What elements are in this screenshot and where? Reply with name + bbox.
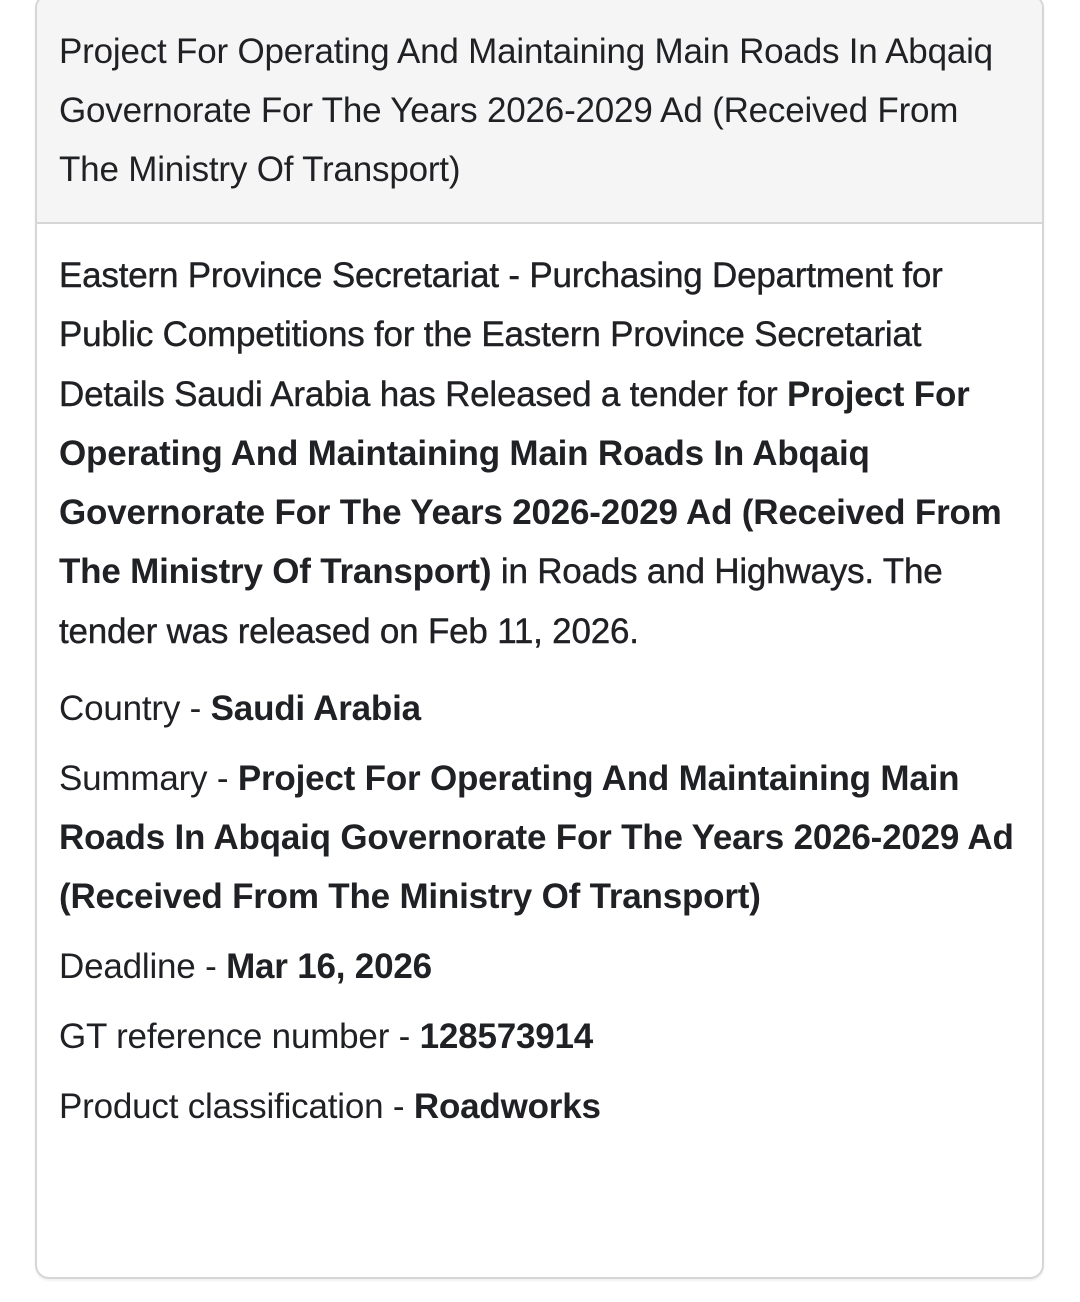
reference-number-field: [59, 1007, 1020, 1066]
product-classification-label: Product classification -: [59, 1087, 414, 1127]
product-classification-value: Roadworks: [413, 1087, 601, 1127]
country-value: Saudi Arabia: [210, 689, 421, 729]
tender-card: [35, 0, 1044, 1279]
summary-field: [59, 749, 1020, 926]
summary-value: Project For Operating And Maintaining Main Roads In Abqaiq Governorate For The Years 2026-2029 Ad (Received From The Ministry Of Transport): [59, 759, 1014, 917]
deadline-label: Deadline -: [59, 947, 227, 987]
tender-title: Project For Operating And Maintaining Main Roads In Abqaiq Governorate For The Years 2026-2029 Ad (Received From The Ministry Of Transport): [59, 32, 993, 189]
tender-description: [59, 246, 1020, 661]
tender-card-body: [37, 224, 1042, 1136]
description-prefix: Eastern Province Secretariat - Purchasing Department for Public Competitions for the Eastern Province Secretariat Details Saudi Arabia has Released a tender for: [59, 256, 943, 414]
deadline-field: [59, 937, 1020, 996]
deadline-value: Mar 16, 2026: [226, 947, 432, 987]
country-field: [59, 679, 1020, 738]
tender-card-header: [37, 0, 1042, 224]
summary-label: Summary -: [59, 759, 238, 799]
reference-number-value: 128573914: [419, 1017, 594, 1057]
reference-number-label: GT reference number -: [59, 1017, 420, 1057]
description-suffix: in Roads and Highways. The tender was released on Feb 11, 2026.: [59, 552, 943, 651]
product-classification-field: [59, 1077, 1020, 1136]
country-label: Country -: [59, 689, 211, 729]
description-highlight: Project For Operating And Maintaining Main Roads In Abqaiq Governorate For The Years 2026-2029 Ad (Received From The Ministry Of Transport): [59, 374, 1002, 592]
